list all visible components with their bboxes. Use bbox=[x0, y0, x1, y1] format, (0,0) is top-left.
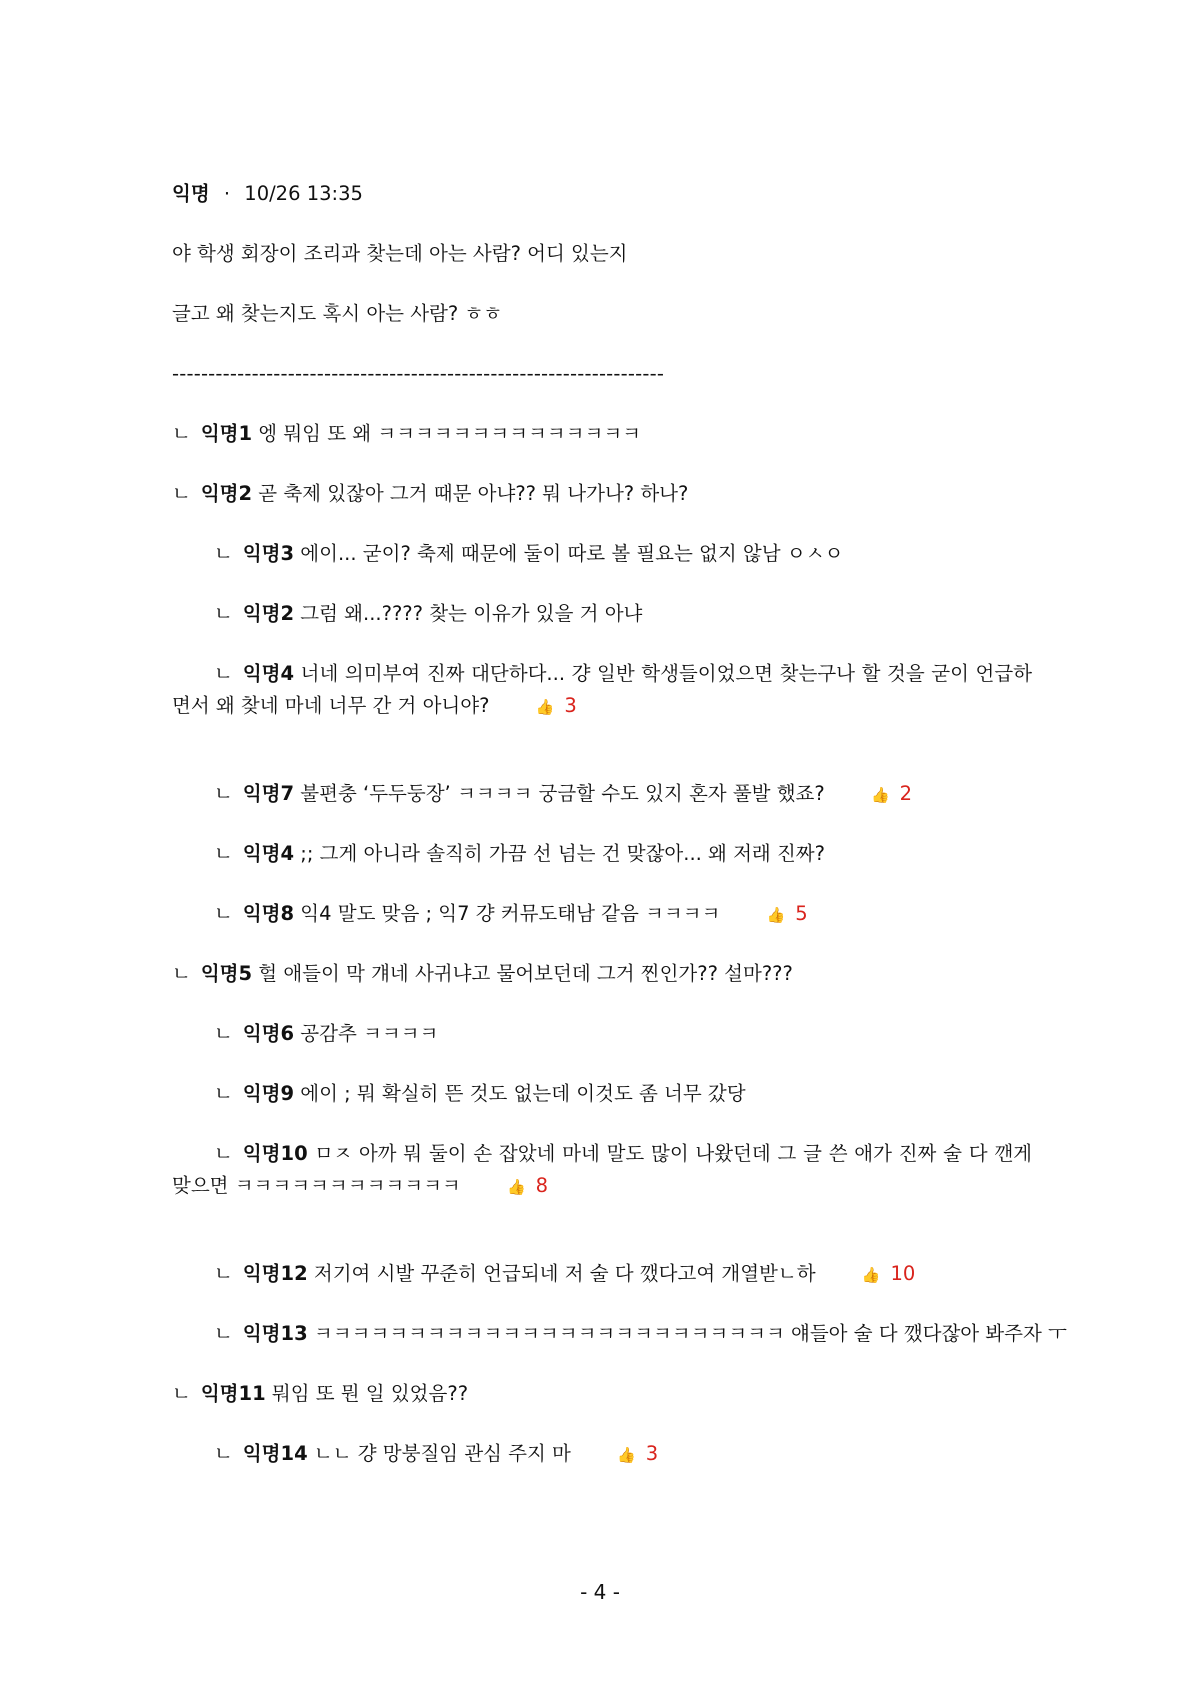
reply-marker: ㄴ bbox=[214, 1022, 233, 1045]
reply-marker: ㄴ bbox=[172, 1382, 191, 1405]
like-count[interactable]: 👍 2 bbox=[870, 782, 913, 805]
comment-text: 너네 의미부여 진짜 대단하다... 걍 일반 학생들이었으면 찾는구나 할 것을 굳이 언급하면서 왜 찾네 마네 너무 간 거 아니야? bbox=[172, 662, 1032, 717]
comment-text: 뭐임 또 뭔 일 있었음?? bbox=[271, 1382, 469, 1405]
like-count[interactable]: 👍 3 bbox=[535, 694, 577, 717]
comment bbox=[172, 478, 1032, 510]
reply bbox=[172, 1078, 1032, 1110]
post-body-line-1: 야 학생 회장이 조리과 찾는데 아는 사람? 어디 있는지 bbox=[172, 242, 628, 265]
reply bbox=[172, 1258, 1032, 1291]
reply bbox=[172, 1018, 1032, 1050]
like-count[interactable]: 👍 10 bbox=[861, 1262, 916, 1285]
reply bbox=[172, 658, 1032, 723]
comment-text: ㄴㄴ 걍 망붕질임 관심 주지 마 bbox=[313, 1442, 571, 1465]
comment-text: 저기여 시발 꾸준히 언급되네 저 술 다 깼다고여 개열받ㄴ하 bbox=[313, 1262, 816, 1285]
reply-marker: ㄴ bbox=[214, 1322, 233, 1345]
comment-author: 익명13 bbox=[242, 1322, 308, 1345]
comment-author: 익명11 bbox=[200, 1382, 266, 1405]
comment bbox=[172, 418, 1032, 450]
reply bbox=[172, 1138, 1032, 1203]
comment-text: 엥 뭐임 또 왜 ㅋㅋㅋㅋㅋㅋㅋㅋㅋㅋㅋㅋㅋㅋ bbox=[258, 422, 641, 445]
thumbs-up-icon: 👍 bbox=[535, 698, 555, 716]
reply-marker: ㄴ bbox=[214, 602, 233, 625]
thumbs-up-icon: 👍 bbox=[617, 1446, 636, 1464]
post-separator: · bbox=[223, 182, 231, 205]
page-number: - 4 - bbox=[580, 1580, 620, 1604]
post-body-line-2: 글고 왜 찾는지도 혹시 아는 사람? ㅎㅎ bbox=[172, 302, 503, 325]
reply-marker: ㄴ bbox=[214, 542, 233, 565]
reply-marker: ㄴ bbox=[214, 1442, 233, 1465]
reply bbox=[172, 598, 1032, 630]
thumbs-up-icon: 👍 bbox=[506, 1178, 526, 1196]
comment-text: 헐 애들이 막 걔네 사귀냐고 물어보던데 그거 찐인가?? 설마??? bbox=[258, 962, 793, 985]
comment-text: 공감추 ㅋㅋㅋㅋ bbox=[300, 1022, 439, 1045]
like-count[interactable]: 👍 3 bbox=[617, 1442, 659, 1465]
comment-text: 그럼 왜...???? 찾는 이유가 있을 거 아냐 bbox=[300, 602, 643, 625]
reply bbox=[172, 538, 1032, 570]
divider: -------------------------------------------------------------------- bbox=[172, 362, 665, 385]
comment-text: 에이... 굳이? 축제 때문에 둘이 따로 볼 필요는 없지 않남 ㅇㅅㅇ bbox=[300, 542, 844, 565]
comment bbox=[172, 958, 1032, 990]
comment-author: 익명4 bbox=[242, 842, 295, 865]
comment-text: ;; 그게 아니라 솔직히 가끔 선 넘는 건 맞잖아... 왜 저래 진짜? bbox=[300, 842, 825, 865]
comment-text: ㅋㅋㅋㅋㅋㅋㅋㅋㅋㅋㅋㅋㅋㅋㅋㅋㅋㅋㅋㅋㅋㅋㅋㅋㅋ 얘들아 술 다 깼다잖아 봐주자 ㅜ bbox=[313, 1322, 1067, 1345]
comment-text: 불편충 ‘두두둥장’ ㅋㅋㅋㅋ 궁금할 수도 있지 혼자 풀발 했죠? bbox=[300, 782, 825, 805]
reply-marker: ㄴ bbox=[214, 842, 233, 865]
thumbs-up-icon: 👍 bbox=[861, 1266, 881, 1284]
comment-author: 익명2 bbox=[200, 482, 253, 505]
comment-author: 익명4 bbox=[242, 662, 295, 685]
post-header bbox=[172, 178, 1032, 210]
reply bbox=[172, 778, 1032, 811]
comment-author: 익명5 bbox=[200, 962, 253, 985]
comment-author: 익명9 bbox=[242, 1082, 295, 1105]
reply-marker: ㄴ bbox=[172, 422, 191, 445]
comment-author: 익명8 bbox=[242, 902, 295, 925]
like-count[interactable]: 👍 5 bbox=[766, 902, 808, 925]
reply-marker: ㄴ bbox=[172, 962, 191, 985]
comment-text: 곧 축제 있잖아 그거 때문 아냐?? 뭐 나가나? 하나? bbox=[258, 482, 689, 505]
comment bbox=[172, 1378, 1032, 1410]
reply bbox=[172, 838, 1032, 870]
reply-marker: ㄴ bbox=[214, 662, 233, 685]
comment-author: 익명3 bbox=[242, 542, 295, 565]
reply-marker: ㄴ bbox=[214, 1142, 233, 1165]
reply-marker: ㄴ bbox=[214, 1082, 233, 1105]
reply-marker: ㄴ bbox=[172, 482, 191, 505]
comment-text: 에이 ; 뭐 확실히 뜬 것도 없는데 이것도 좀 너무 갔당 bbox=[300, 1082, 746, 1105]
reply bbox=[172, 1438, 1032, 1471]
comment-author: 익명14 bbox=[242, 1442, 308, 1465]
reply-marker: ㄴ bbox=[214, 902, 233, 925]
reply-marker: ㄴ bbox=[214, 1262, 233, 1285]
reply bbox=[172, 1318, 1067, 1350]
thumbs-up-icon: 👍 bbox=[870, 786, 890, 804]
comment-author: 익명6 bbox=[242, 1022, 295, 1045]
like-count[interactable]: 👍 8 bbox=[506, 1174, 549, 1197]
post-datetime: 10/26 13:35 bbox=[244, 182, 363, 205]
thumbs-up-icon: 👍 bbox=[766, 906, 786, 924]
reply-marker: ㄴ bbox=[214, 782, 233, 805]
comment-author: 익명2 bbox=[242, 602, 295, 625]
post-author: 익명 bbox=[172, 182, 210, 205]
comment-author: 익명7 bbox=[242, 782, 295, 805]
comment-author: 익명1 bbox=[200, 422, 253, 445]
comment-text: ㅁㅈ 아까 뭐 둘이 손 잡았네 마네 말도 많이 나왔던데 그 글 쓴 애가 진짜 술 다 깬게 맞으면 ㅋㅋㅋㅋㅋㅋㅋㅋㅋㅋㅋㅋ bbox=[172, 1142, 1032, 1197]
comment-author: 익명12 bbox=[242, 1262, 308, 1285]
comment-text: 익4 말도 맞음 ; 익7 걍 커뮤도태남 같음 ㅋㅋㅋㅋ bbox=[300, 902, 721, 925]
comment-author: 익명10 bbox=[242, 1142, 308, 1165]
reply bbox=[172, 898, 1032, 931]
